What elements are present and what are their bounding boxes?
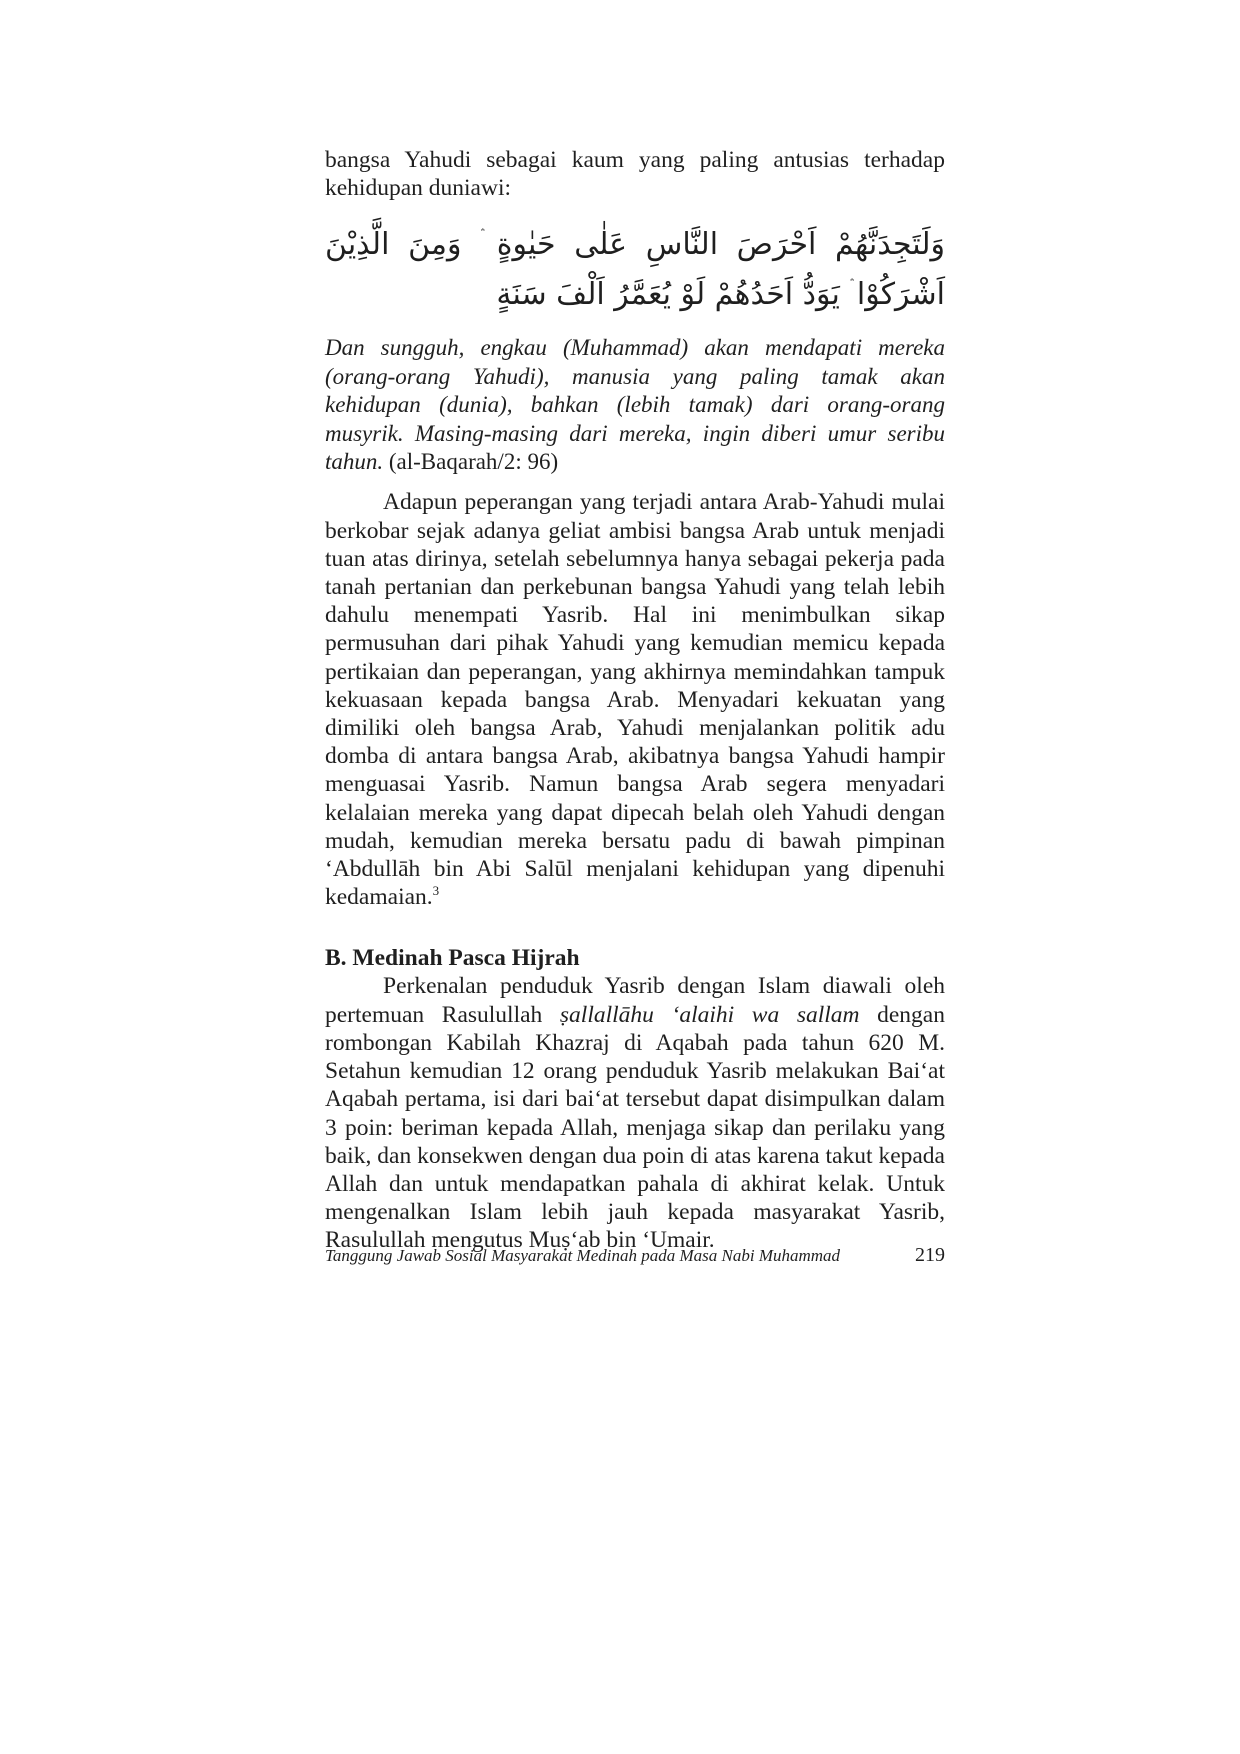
translation-text: Dan sungguh, engkau (Muhammad) akan mendapati mereka (orang-orang Yahudi), manusia yang paling tamak akan kehidupan (dunia), bahkan (lebih tamak) dari orang-orang musyrik. Masing-masing dari mereka, ingin diberi umur seribu tahun. — [325, 335, 945, 475]
intro-paragraph: bangsa Yahudi sebagai kaum yang paling antusias terhadap kehidupan duniawi: — [325, 147, 945, 202]
quran-translation — [325, 334, 945, 476]
spacer — [325, 476, 945, 488]
page-footer — [325, 1244, 945, 1267]
footnote-marker[interactable]: 3 — [432, 883, 440, 899]
honorific-phrase: ṣallallāhu ‘alaihi wa sallam — [559, 1001, 860, 1028]
body-paragraph-1 — [325, 488, 945, 911]
section-heading: B. Medinah Pasca Hijrah — [325, 945, 580, 972]
quran-verse-arabic: وَلَتَجِدَنَّهُمْ اَحْرَصَ النَّاسِ عَلٰى حَيٰوةٍ ۛ وَمِنَ الَّذِيْنَ اَشْرَكُوْا ۛ يَوَدُّ اَحَدُهُمْ لَوْ يُعَمَّرُ اَلْفَ سَنَةٍ — [325, 227, 945, 313]
body-paragraph-2 — [325, 972, 945, 1254]
page-number: 219 — [915, 1244, 945, 1266]
paragraph-2-part-1: Perkenalan penduduk Yasrib dengan Islam diawali oleh pertemuan Rasulullah — [325, 973, 945, 1028]
verse-reference: (al-Baqarah/2: 96) — [383, 449, 559, 475]
paragraph-2-part-2: dengan rombongan Kabilah Khazraj di Aqabah pada tahun 620 M. Setahun kemudian 12 orang penduduk Yasrib melakukan Bai‘at Aqabah pertama, isi dari bai‘at tersebut dapat disimpulkan dalam 3 poin: beriman kepada Allah, menjaga sikap dan perilaku yang baik, dan konsekwen dengan dua poin di atas karena takut kepada Allah dan untuk mendapatkan pahala di akhirat kelak. Untuk mengenalkan Islam lebih jauh kepada masyarakat Yasrib, Rasulullah mengutus Muṣ‘ab bin ‘Umair. — [325, 1001, 945, 1254]
running-footer-title: Tanggung Jawab Sosial Masyarakat Medinah pada Masa Nabi Muhammad — [325, 1246, 841, 1265]
page-body — [325, 146, 945, 1255]
paragraph-1-text: Adapun peperangan yang terjadi antara Arab-Yahudi mulai berkobar sejak adanya geliat ambisi bangsa Arab untuk menjadi tuan atas dirinya, setelah sebelumnya hanya sebagai pekerja pada tanah pertanian dan perkebunan bangsa Yahudi yang telah lebih dahulu menempati Yasrib. Hal ini menimbulkan sikap permusuhan dari pihak Yahudi yang kemudian memicu kepada pertikaian dan peperangan, yang akhirnya memindahkan tampuk kekuasaan kepada bangsa Arab. Menyadari kekuatan yang dimiliki oleh bangsa Arab, Yahudi menjalankan politik adu domba di antara bangsa Arab, akibatnya bangsa Yahudi hampir menguasai Yasrib. Namun bangsa Arab segera menyadari kelalaian mereka yang dapat dipecah belah oleh Yahudi dengan mudah, kemudian mereka bersatu padu di bawah pimpinan ‘Abdullāh bin Abi Salūl menjalani kehidupan yang dipenuhi kedamaian. — [325, 489, 945, 911]
